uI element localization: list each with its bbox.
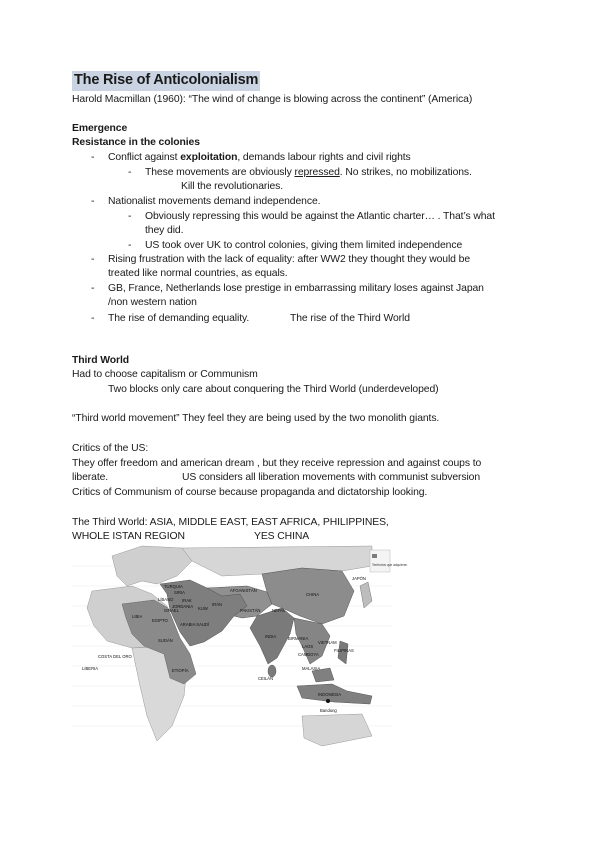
map-label-laos: LAOS: [302, 644, 314, 649]
bullet-third-world-rise: The rise of the Third World: [290, 313, 410, 324]
bullet-dash: -: [91, 283, 95, 294]
map-label-syria: SIRIA: [174, 590, 185, 595]
critics-line-3: Critics of Communism of course because propaganda and dictatorship looking.: [72, 487, 428, 498]
map-label-ceylon: CEILÁN: [258, 676, 274, 681]
map-legend-swatch: [372, 554, 377, 558]
critics-line-2a: liberate.: [72, 472, 109, 483]
bullet-atlantic-l2: they did.: [145, 225, 184, 236]
third-world-map: [72, 546, 408, 746]
bullet-repressed-cont: Kill the revolutionaries.: [181, 181, 284, 192]
bandung-marker: [326, 699, 330, 703]
page-title: The Rise of Anticolonialism: [72, 71, 260, 91]
bullet-repressed: These movements are obviously repressed. No strikes, no mobilizations.: [145, 167, 472, 178]
bullet-dash: -: [91, 196, 95, 207]
bullet-dash: -: [91, 152, 95, 163]
map-label-liberia: LIBERIA: [82, 666, 99, 671]
map-label-egypt: EGIPTO: [152, 618, 168, 623]
map-label-pakistan: PAKISTÁN: [240, 608, 261, 613]
map-label-iran: IRÁN: [212, 602, 223, 607]
map-label-cambodia: CAMBOYA: [298, 652, 319, 657]
map-label-lebanon: LÍBANO: [158, 597, 174, 602]
third-world-list-l2a: WHOLE ISTAN REGION: [72, 531, 185, 542]
map-label-iraq: IRAK: [182, 598, 192, 603]
map-label-china: CHINA: [306, 592, 320, 597]
map-label-ethiopia: ETIOPÍA: [172, 668, 189, 673]
map-label-jordan: JORDANIA: [172, 604, 194, 609]
map-label-india: INDIA: [265, 634, 277, 639]
bullet-equality: The rise of demanding equality.: [108, 313, 250, 324]
third-world-list-l1: The Third World: ASIA, MIDDLE EAST, EAST AFRICA, PHILIPPINES,: [72, 517, 389, 528]
bullet-us-uk: US took over UK to control colonies, giving them limited independence: [145, 240, 463, 251]
bullet-dash: -: [128, 167, 132, 178]
bullet-dash: -: [128, 211, 132, 222]
map-label-israel: ISRAEL: [164, 608, 179, 613]
map-label-vietnam: VIETNAM: [318, 640, 337, 645]
map-label-turkey: TURQUIA: [164, 584, 183, 589]
bullet-frustration-l1: Rising frustration with the lack of equality: after WW2 they thought they would be: [108, 254, 471, 265]
third-world-heading: Third World: [72, 355, 130, 366]
map-label-saudi: ARABIA SAUDÍ: [180, 622, 210, 627]
map-label-nepal: NEPAL: [272, 608, 286, 613]
map-label-japan: JAPÓN: [352, 576, 366, 581]
map-label-burma: BIRMANIA: [288, 636, 309, 641]
bullet-dash: -: [128, 240, 132, 251]
map-label-libya: LIBIA: [132, 614, 143, 619]
critics-line-2b: US considers all liberation movements with communist subversion: [182, 472, 481, 483]
critics-line-1: They offer freedom and american dream , but they receive repression and against coups to: [72, 458, 482, 469]
bullet-atlantic-l1: Obviously repressing this would be against the Atlantic charter… . That’s what: [145, 211, 495, 222]
third-world-list-l2b: YES CHINA: [254, 531, 310, 542]
third-world-p1-indent: Two blocks only care about conquering the Third World (underdeveloped): [108, 384, 439, 395]
resistance-heading: Resistance in the colonies: [72, 137, 200, 148]
map-legend-text: Territorios que adquieren: [372, 563, 408, 567]
critics-heading: Critics of the US:: [72, 443, 149, 454]
bullet-nationalist: Nationalist movements demand independence.: [108, 196, 321, 207]
bullet-prestige-l1: GB, France, Netherlands lose prestige in embarrassing military loses against Japan: [108, 283, 484, 294]
bullet-dash: -: [91, 254, 95, 265]
map-label-sudan: SUDÁN: [158, 638, 173, 643]
bullet-prestige-l2: /non western nation: [108, 297, 197, 308]
bullet-dash: -: [91, 313, 95, 324]
macmillan-quote: Harold Macmillan (1960): “The wind of change is blowing across the continent” (America): [72, 94, 473, 105]
map-label-malaysia: MALASIA: [302, 666, 321, 671]
third-world-p1: Had to choose capitalism or Communism: [72, 369, 258, 380]
emergence-heading: Emergence: [72, 123, 128, 134]
map-label-kuwait: KUW: [198, 606, 208, 611]
third-world-p2: “Third world movement” They feel they are being used by the two monolith giants.: [72, 413, 440, 424]
bullet-frustration-l2: treated like normal countries, as equals.: [108, 268, 288, 279]
map-label-philippines: FILIPINAS: [334, 648, 354, 653]
map-label-gold-coast: COSTA DEL ORO: [98, 654, 132, 659]
map-label-bandung: Bandung: [320, 708, 337, 713]
map-label-indonesia: INDONESIA: [318, 692, 342, 697]
map-label-afghanistan: AFGANISTÁN: [230, 588, 257, 593]
bullet-exploitation: Conflict against exploitation, demands labour rights and civil rights: [108, 152, 411, 163]
map-legend-box: [370, 550, 390, 572]
